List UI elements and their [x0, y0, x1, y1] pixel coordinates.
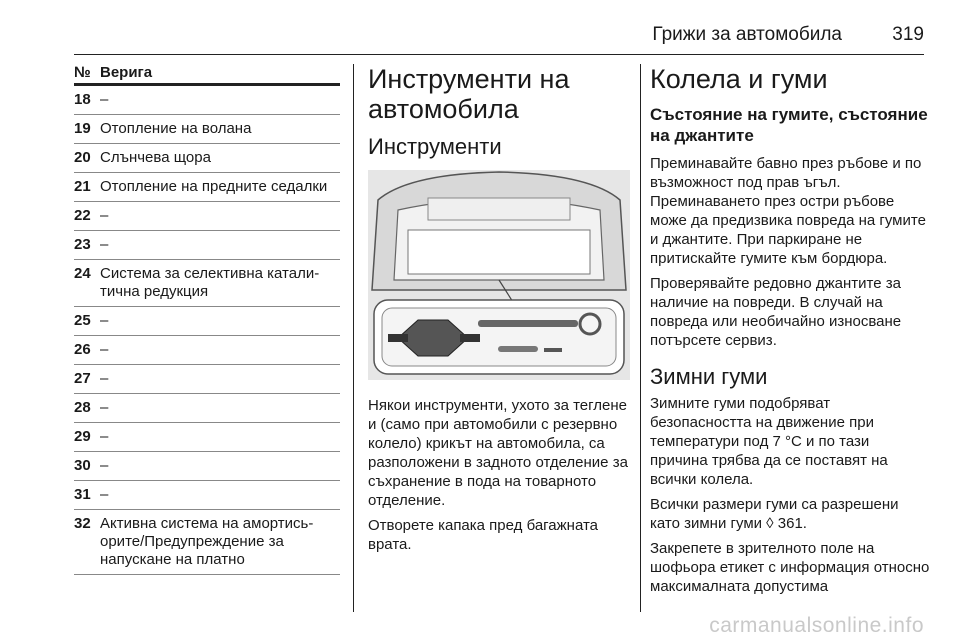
fuse-number: 26 — [74, 341, 91, 358]
col-no-header: № — [74, 64, 91, 81]
tools-section — [368, 62, 630, 560]
tyre-paragraph-1: Преминавайте бавно през ръбове и по възможност под прав ъгъл. Преминаването през остри ръбове може да предизвика повреда на гумите и джантите. При паркиране не притискайте гумите към бордюра. — [650, 155, 926, 267]
fuse-number: 25 — [74, 312, 91, 329]
fuse-circuit: Отопление на волана — [100, 120, 252, 137]
fuse-circuit: Слънчева щора — [100, 149, 211, 166]
table-row — [74, 452, 340, 481]
fuse-number: 32 — [74, 515, 91, 532]
fuse-circuit: – — [100, 457, 109, 474]
fuse-number: 19 — [74, 120, 91, 137]
tools-heading: Инструменти на автомобила — [368, 64, 570, 124]
fuse-number: 24 — [74, 265, 91, 282]
fuse-number: 30 — [74, 457, 91, 474]
tyre-paragraph-5: Закрепете в зрителното поле на шофьора етикет с информация относно максималната допустима — [650, 540, 930, 595]
fuse-number: 22 — [74, 207, 91, 224]
fuse-number: 20 — [74, 149, 91, 166]
column-divider — [353, 64, 354, 612]
table-row — [74, 336, 340, 365]
tyre-paragraph-2: Проверявайте редовно джантите за наличие на повреди. В случай на повреда или необичайно износване потърсете сервиз. — [650, 275, 902, 349]
fuse-circuit: – — [100, 399, 109, 416]
fuse-circuit: Система за селективна катали-тична редукция — [100, 265, 320, 300]
fuse-table — [74, 62, 340, 575]
fuse-circuit: – — [100, 370, 109, 387]
tools-paragraph-2: Отворете капака пред багажната врата. — [368, 517, 599, 553]
tools-illustration — [368, 170, 630, 380]
table-row — [74, 86, 340, 115]
tyre-condition-heading: Състояние на гумите, състояние на джантите — [650, 105, 928, 145]
fuse-number: 23 — [74, 236, 91, 253]
tyres-section — [650, 62, 930, 602]
col-circuit-header: Верига — [100, 64, 153, 81]
fuse-number: 27 — [74, 370, 91, 387]
table-row — [74, 115, 340, 144]
tools-paragraph-1: Някои инструменти, ухото за теглене и (само при автомобили с резервно колело) крикът на автомобила, са разположени в задното отделение за съхранение в пода на товарното отделение. — [368, 397, 628, 509]
fuse-circuit: – — [100, 312, 109, 329]
trunk-tools-drawing — [368, 170, 630, 380]
table-row — [74, 202, 340, 231]
fuse-table-header — [74, 62, 340, 86]
tyre-paragraph-3: Зимните гуми подобряват безопасността на движение при температури под 7 °C и по тази причина трябва да се поставят на всички колела. — [650, 395, 888, 488]
tyre-paragraph-4: Всички размери гуми са разрешени като зимни гуми ◊ 361. — [650, 496, 899, 532]
column-divider — [640, 64, 641, 612]
fuse-number: 21 — [74, 178, 91, 195]
table-row — [74, 173, 340, 202]
fuse-circuit: Активна система на амортись-орите/Предупреждение за напускане на платно — [100, 515, 314, 568]
table-row — [74, 307, 340, 336]
table-row — [74, 481, 340, 510]
fuse-circuit: – — [100, 428, 109, 445]
header-rule — [74, 54, 924, 55]
running-title: Грижи за автомобила — [652, 24, 842, 45]
winter-tyres-heading: Зимни гуми — [650, 364, 768, 389]
table-row — [74, 394, 340, 423]
table-row — [74, 423, 340, 452]
fuse-circuit: – — [100, 486, 109, 503]
table-row — [74, 260, 340, 307]
fuse-circuit: Отопление на предните седалки — [100, 178, 328, 195]
table-row — [74, 365, 340, 394]
fuse-circuit: – — [100, 91, 109, 108]
fuse-circuit: – — [100, 207, 109, 224]
watermark: carmanualsonline.info — [709, 614, 924, 637]
table-row — [74, 231, 340, 260]
page-number: 319 — [892, 24, 924, 45]
tools-subheading: Инструменти — [368, 134, 502, 159]
fuse-circuit: – — [100, 341, 109, 358]
fuse-number: 29 — [74, 428, 91, 445]
table-row — [74, 144, 340, 173]
table-row — [74, 510, 340, 575]
fuse-number: 18 — [74, 91, 91, 108]
tyres-heading: Колела и гуми — [650, 64, 828, 94]
fuse-circuit: – — [100, 236, 109, 253]
fuse-number: 28 — [74, 399, 91, 416]
fuse-number: 31 — [74, 486, 91, 503]
fuse-rows — [74, 86, 340, 575]
